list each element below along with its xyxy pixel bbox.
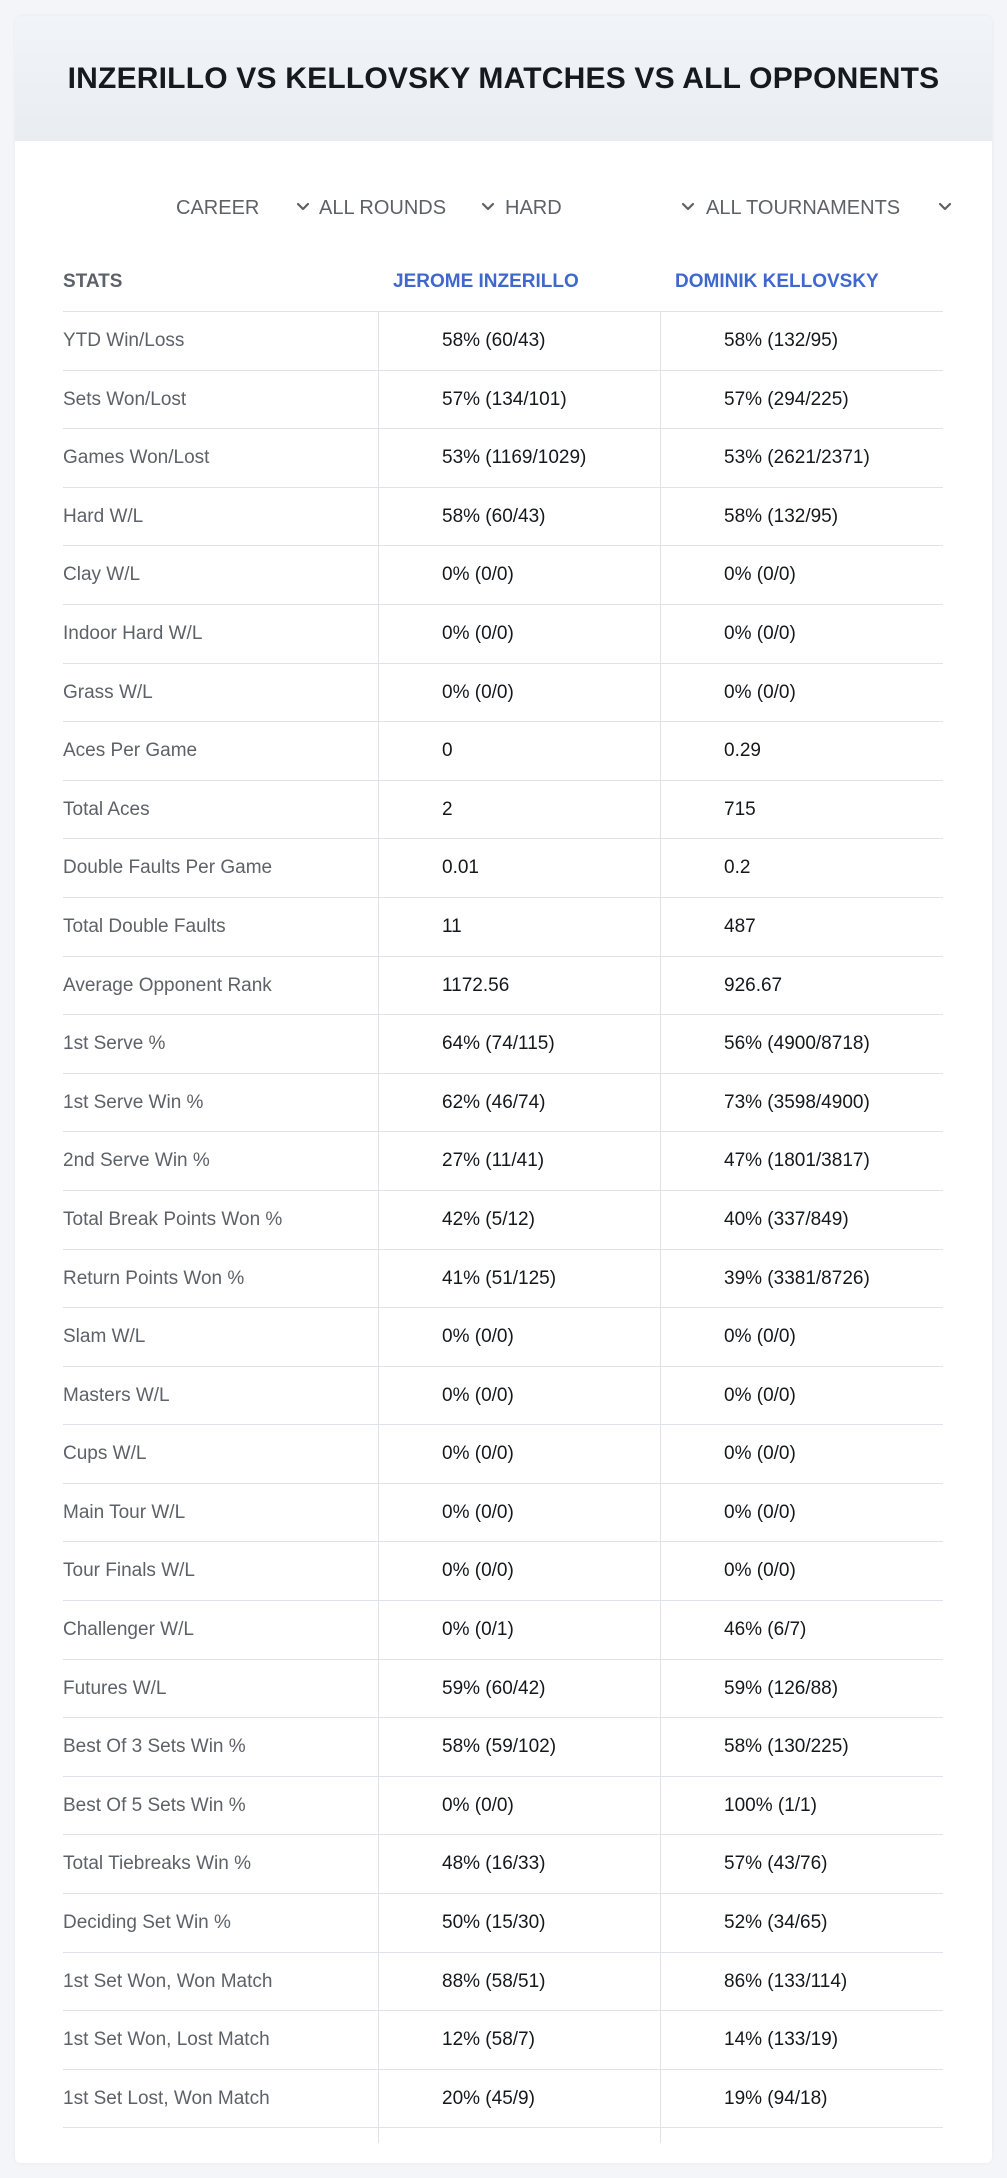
player1-stat-value: 1172.56 [442,974,510,996]
player1-stat-value: 88% (58/51) [442,1970,546,1992]
table-row [63,1250,943,1309]
player2-stat-value: 487 [724,915,756,937]
stat-label: Total Aces [63,798,150,820]
table-row [63,839,943,898]
player1-stat-value: 58% (60/43) [442,505,546,527]
stat-label: Tour Finals W/L [63,1560,195,1582]
stat-label: Best Of 5 Sets Win % [63,1794,246,1816]
stat-label: 1st Set Lost, Won Match [63,2087,270,2109]
table-row [63,1308,943,1367]
table-row [63,898,943,957]
table-row [63,1894,943,1953]
player2-stat-value: 0% (0/0) [724,1384,796,1406]
stats-column-header: STATS [63,271,123,292]
player1-stat-value: 0% (0/0) [442,681,514,703]
player2-stat-value: 73% (3598/4900) [724,1091,870,1113]
stat-label: Deciding Set Win % [63,1912,231,1934]
player1-stat-value: 0% (0/0) [442,1501,514,1523]
stat-label: 1st Serve % [63,1033,166,1055]
player1-stat-value: 0% (0/0) [442,564,514,586]
table-row [63,1484,943,1543]
table-row [63,1367,943,1426]
player1-stat-value: 0% (0/0) [442,1560,514,1582]
player1-stat-value: 62% (46/74) [442,1091,546,1113]
player1-stat-value: 57% (134/101) [442,388,567,410]
stat-label: 1st Set Won, Lost Match [63,2029,270,2051]
tournament-select-value: ALL TOURNAMENTS [706,196,901,219]
stat-label: Double Faults Per Game [63,857,273,879]
player2-stat-value: 39% (3381/8726) [724,1267,870,1289]
player2-stat-value: 58% (132/95) [724,505,839,527]
player2-stat-value: 86% (133/114) [724,1970,848,1992]
player1-stat-value: 64% (74/115) [442,1033,555,1055]
table-row [63,429,943,488]
table-row [63,1191,943,1250]
player1-stat-value: 59% (60/42) [442,1677,546,1699]
player1-stat-value: 20% (45/9) [442,2087,535,2109]
player2-stat-value: 40% (337/849) [724,1208,849,1230]
table-row [63,488,943,547]
stat-label: Grass W/L [63,681,153,703]
chevron-down-icon [679,198,697,216]
player2-stat-value: 59% (126/88) [724,1677,839,1699]
stat-label: Main Tour W/L [63,1501,186,1523]
player2-stat-value: 0% (0/0) [724,622,796,644]
stat-label: Futures W/L [63,1677,167,1699]
player1-stat-value: 58% (60/43) [442,330,546,351]
player2-stat-value: 52% (34/65) [724,1912,828,1934]
card-header [15,16,992,141]
table-row [63,1132,943,1191]
player2-stat-value: 0% (0/0) [724,1560,796,1582]
stat-label: Slam W/L [63,1326,146,1348]
table-row [63,781,943,840]
player1-stat-value: 0% (0/0) [442,1384,514,1406]
player2-stat-value: 58% (130/225) [724,1736,849,1758]
stat-label: YTD Win/Loss [63,330,185,351]
stat-label: Return Points Won % [63,1267,245,1289]
player2-link[interactable]: DOMINIK KELLOVSKY [675,271,879,292]
chevron-down-icon [294,198,312,216]
chevron-down-icon [479,198,497,216]
player2-stat-value: 0% (0/0) [724,1326,796,1348]
table-row [63,1777,943,1836]
stat-label: Sets Won/Lost [63,388,187,410]
round-select[interactable] [319,188,499,228]
stat-label: Challenger W/L [63,1619,194,1641]
stat-label: Indoor Hard W/L [63,622,203,644]
table-row [63,1660,943,1719]
player2-stat-value: 0% (0/0) [724,564,796,586]
table-row [63,1015,943,1074]
table-row [63,2011,943,2070]
player2-stat-value: 0.2 [724,857,751,879]
page-title: INZERILLO VS KELLOVSKY MATCHES VS ALL OPPONENTS [67,61,940,95]
player2-stat-value: 0% (0/0) [724,1501,796,1523]
player1-stat-value: 0% (0/0) [442,1794,514,1816]
table-row [63,1601,943,1660]
stat-label: Total Break Points Won % [63,1208,283,1230]
player2-stat-value: 926.67 [724,974,783,996]
table-row [63,546,943,605]
player1-stat-value: 11 [442,915,462,937]
surface-select[interactable] [505,188,699,228]
stat-label: Total Double Faults [63,915,226,937]
period-select[interactable] [176,188,312,228]
stat-label: Hard W/L [63,505,144,527]
player1-stat-value: 53% (1169/1029) [442,447,587,469]
table-row [63,664,943,723]
stat-label: 2nd Serve Win % [63,1150,210,1172]
period-select-value: CAREER [176,196,260,219]
filter-bar [15,188,992,228]
player1-stat-value: 0% (0/0) [442,1443,514,1465]
player2-stat-value: 47% (1801/3817) [724,1150,870,1172]
player1-stat-value: 0.01 [442,857,479,879]
stats-card [15,16,992,2163]
player1-stat-value: 27% (11/41) [442,1150,545,1172]
stat-label: Average Opponent Rank [63,974,272,996]
player2-stat-value: 715 [724,798,756,820]
tournament-select[interactable] [706,188,956,228]
player2-stat-value: 100% (1/1) [724,1794,817,1816]
stat-label: Aces Per Game [63,740,198,762]
table-row [63,722,943,781]
player1-stat-value: 0% (0/0) [442,1326,514,1348]
player1-stat-value: 58% (59/102) [442,1736,557,1758]
table-row [63,371,943,430]
round-select-value: ALL ROUNDS [319,196,447,219]
table-row [63,1835,943,1894]
table-row [63,312,943,371]
player2-stat-value: 57% (294/225) [724,388,849,410]
player1-link[interactable]: JEROME INZERILLO [393,271,579,292]
stat-label: Cups W/L [63,1443,147,1465]
player1-stat-value: 0 [442,740,453,762]
table-row [63,1953,943,2012]
player2-stat-value: 56% (4900/8718) [724,1033,870,1055]
player2-stat-value: 0.29 [724,740,761,762]
stat-label: Best Of 3 Sets Win % [63,1736,246,1758]
player1-stat-value: 0% (0/1) [442,1619,514,1641]
table-row [63,2070,943,2129]
player1-stat-value: 0% (0/0) [442,622,514,644]
table-row [63,605,943,664]
surface-select-value: HARD [505,196,562,219]
player1-stat-value: 50% (15/30) [442,1912,546,1934]
player2-stat-value: 0% (0/0) [724,1443,796,1465]
player2-stat-value: 58% (132/95) [724,330,839,351]
chevron-down-icon [936,198,954,216]
table-row [63,1425,943,1484]
player2-stat-value: 46% (6/7) [724,1619,807,1641]
table-row [63,1718,943,1777]
player1-stat-value: 2 [442,798,453,820]
player2-stat-value: 19% (94/18) [724,2087,828,2109]
stat-label: Total Tiebreaks Win % [63,1853,251,1875]
stat-label: Clay W/L [63,564,141,586]
player1-stat-value: 42% (5/12) [442,1208,535,1230]
player2-stat-value: 0% (0/0) [724,681,796,703]
player1-stat-value: 12% (58/7) [442,2029,535,2051]
player2-stat-value: 14% (133/19) [724,2029,839,2051]
table-row [63,1074,943,1133]
player1-stat-value: 41% (51/125) [442,1267,557,1289]
player2-stat-value: 53% (2621/2371) [724,447,870,469]
table-row [63,957,943,1016]
stat-label: Masters W/L [63,1384,170,1406]
stat-label: Games Won/Lost [63,447,210,469]
stat-label: 1st Serve Win % [63,1091,204,1113]
player2-stat-value: 57% (43/76) [724,1853,828,1875]
stats-table-body [63,312,943,2128]
table-header [63,252,943,312]
stat-label: 1st Set Won, Won Match [63,1970,273,1992]
table-row [63,1542,943,1601]
player1-stat-value: 48% (16/33) [442,1853,546,1875]
